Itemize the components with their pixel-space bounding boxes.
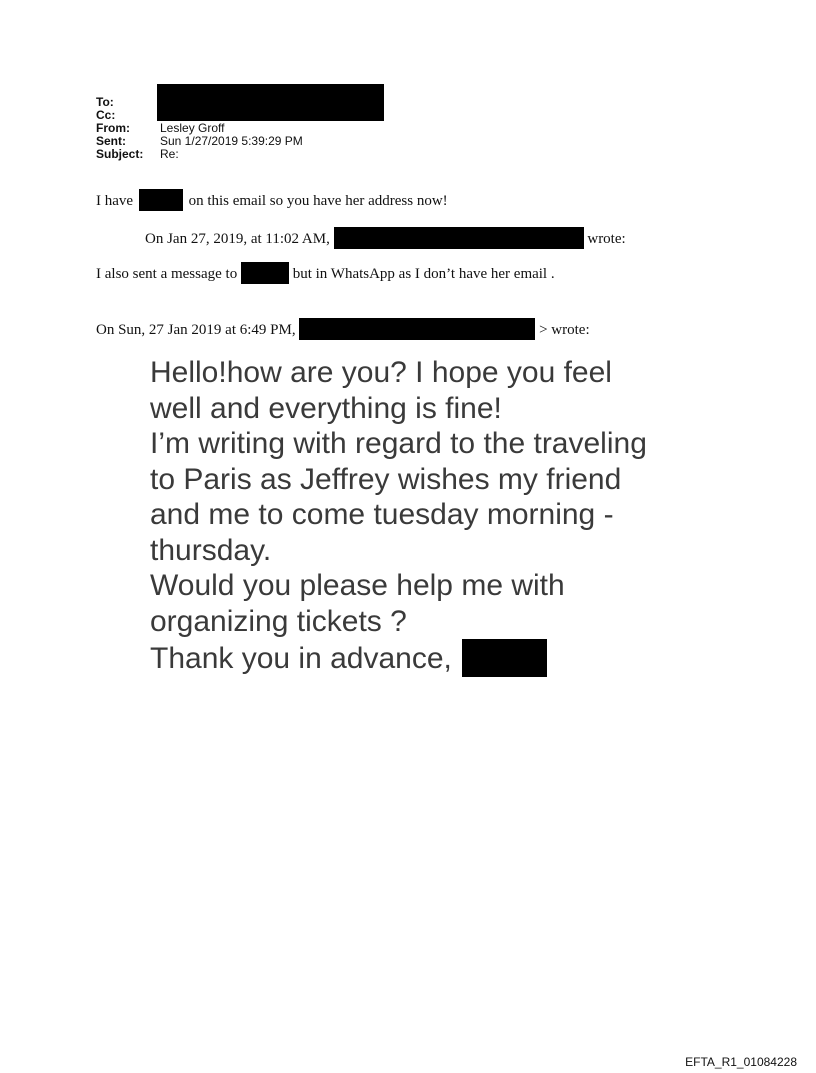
message-line: Would you please help me with	[150, 569, 565, 602]
reply-text-start: I have	[96, 193, 134, 209]
redaction-block	[139, 189, 183, 211]
message-signoff: Thank you in advance,	[150, 642, 452, 675]
message-line: I’m writing with regard to the traveling	[150, 427, 647, 460]
redaction-block	[299, 318, 535, 340]
quote-header-2-start: On Sun, 27 Jan 2019 at 6:49 PM,	[96, 322, 296, 338]
original-message	[150, 355, 647, 677]
quote-header-2-end: > wrote:	[539, 322, 590, 338]
message-line: and me to come tuesday morning -	[150, 498, 614, 531]
message-signoff-line	[150, 639, 647, 677]
from-value: Lesley Groff	[160, 121, 225, 135]
sent-value: Sun 1/27/2019 5:39:29 PM	[160, 134, 303, 148]
message-line: well and everything is fine!	[150, 391, 502, 425]
quote-header-1-start: On Jan 27, 2019, at 11:02 AM,	[145, 231, 330, 247]
quoted-message-line	[96, 262, 555, 284]
signature-redaction	[462, 639, 547, 677]
message-line: to Paris as Jeffrey wishes my friend	[150, 462, 622, 496]
subject-label: Subject:	[96, 147, 144, 161]
to-label: To:	[96, 95, 114, 109]
redaction-block	[241, 262, 289, 284]
redaction-block	[334, 227, 584, 249]
quoted-message-start: I also sent a message to	[96, 266, 238, 282]
reply-text-end: on this email so you have her address now!	[188, 193, 448, 209]
from-label: From:	[96, 121, 130, 135]
cc-label: Cc:	[96, 108, 116, 122]
message-line: Hello!how are you? I hope you feel	[150, 356, 612, 389]
reply-line	[96, 189, 448, 211]
quote-header-2	[96, 318, 590, 340]
quoted-message-end: but in WhatsApp as I don’t have her email .	[292, 266, 555, 282]
sent-label: Sent:	[96, 134, 126, 148]
quote-header-1-end: wrote:	[587, 231, 626, 247]
subject-value: Re:	[160, 147, 179, 161]
message-line: organizing tickets ?	[150, 604, 407, 638]
message-line: thursday.	[150, 533, 272, 567]
document-id: EFTA_R1_01084228	[685, 1055, 797, 1069]
to-cc-redaction-block	[157, 84, 384, 121]
quote-header-1	[145, 227, 626, 249]
